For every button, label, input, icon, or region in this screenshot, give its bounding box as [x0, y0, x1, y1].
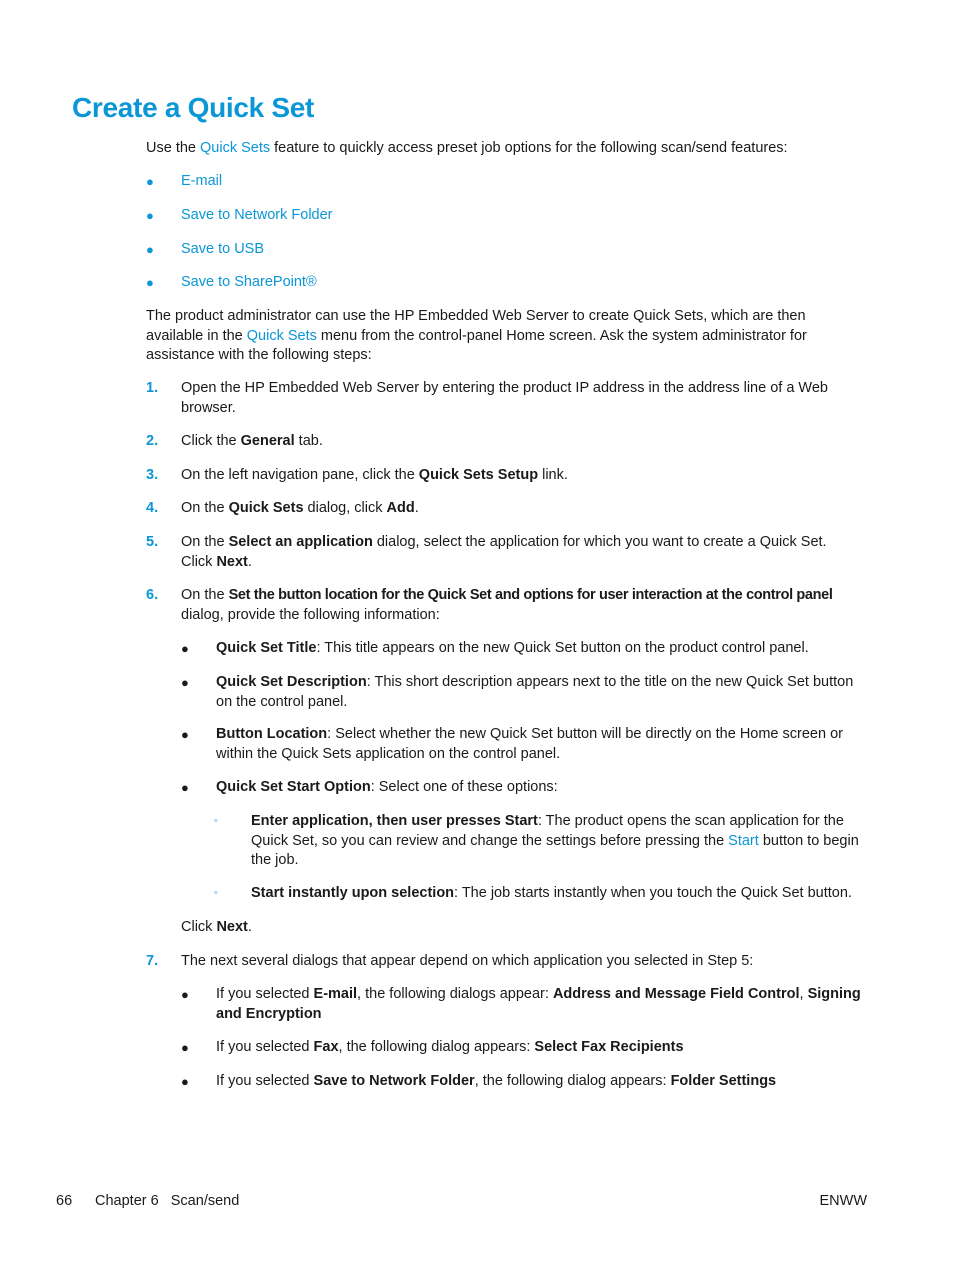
step-2-post: tab. — [294, 433, 323, 449]
next-label: Next — [216, 919, 248, 935]
option-label: Start instantly upon selection — [251, 885, 455, 901]
item-label: Quick Set Title — [216, 640, 317, 656]
footer-code: ENWW — [819, 1193, 867, 1209]
step-number: 3. — [146, 467, 159, 483]
item-mid: , the following dialogs appear: — [357, 986, 553, 1002]
step-5-text — [181, 533, 846, 572]
address-field-control-label: Address and Message Field Control — [552, 986, 800, 1002]
feature-usb-link[interactable]: Save to USB — [181, 241, 265, 257]
option-text-end: button to begin the job. — [251, 832, 859, 868]
step-number: 4. — [146, 500, 159, 516]
intro-text-end: feature to quickly access preset job options for the following scan/send features: — [270, 140, 788, 156]
step-3-post: link. — [538, 467, 568, 483]
item-pre: If you selected — [216, 1039, 314, 1055]
feature-network-folder-link[interactable]: Save to Network Folder — [181, 207, 333, 223]
bullet-icon: ● — [181, 675, 189, 690]
step-3-text — [181, 466, 869, 486]
step-1-text: Open the HP Embedded Web Server by entering the product IP address in the address line of a Web browser. — [181, 380, 828, 416]
save-network-folder-label: Save to Network Folder — [313, 1073, 475, 1089]
option-item — [251, 884, 869, 904]
item-label: Quick Set Description — [216, 674, 367, 690]
quick-sets-menu-link[interactable]: Quick Sets — [246, 327, 317, 344]
item-label: Quick Set Start Option — [216, 779, 371, 795]
set-button-location-label: Set the button location for the Quick Set and options for user interaction at the control panel — [228, 587, 833, 603]
step-number: 5. — [146, 534, 159, 550]
option-text: : The product opens the scan application for the Quick Set, so you can review and change the settings before pressing the — [251, 813, 844, 849]
list-item — [216, 1072, 868, 1092]
fax-label: Fax — [313, 1039, 339, 1055]
click-next-pre: Click — [181, 919, 217, 935]
quick-sets-link[interactable]: Quick Sets — [200, 140, 271, 156]
signing-encryption-label: Signing and Encryption — [216, 986, 861, 1022]
admin-line-2-pre: available in the — [146, 327, 247, 344]
step-number: 7. — [146, 953, 159, 969]
list-item — [216, 985, 868, 1024]
item-pre: If you selected — [216, 1073, 314, 1089]
step-3-pre: On the left navigation pane, click the — [181, 467, 419, 483]
email-label: E-mail — [313, 986, 358, 1002]
item-text: : Select one of these options: — [370, 779, 558, 795]
click-next-text — [181, 918, 869, 938]
step-5-post: . — [247, 553, 252, 570]
item-mid: , the following dialog appears: — [474, 1073, 671, 1089]
step-4-pre: On the — [181, 500, 229, 516]
page-title: Create a Quick Set — [72, 92, 315, 123]
item-mid: , the following dialog appears: — [338, 1039, 535, 1055]
bullet-icon: ● — [146, 208, 154, 223]
item-text: : This short description appears next to the title on the new Quick Set button on the control panel. — [216, 674, 854, 710]
step-4-text — [181, 499, 869, 519]
list-item — [216, 673, 868, 712]
general-tab-label: General — [240, 433, 295, 449]
add-label: Add — [386, 500, 415, 516]
step-number: 6. — [146, 587, 159, 603]
select-fax-recipients-label: Select Fax Recipients — [534, 1039, 684, 1055]
intro-paragraph — [146, 139, 868, 159]
bullet-icon: ● — [181, 1040, 189, 1055]
feature-email-link[interactable]: E-mail — [181, 173, 223, 189]
step-5-pre: On the — [181, 534, 229, 550]
feature-sharepoint-link[interactable]: Save to SharePoint® — [181, 274, 317, 290]
quick-sets-dialog-label: Quick Sets — [228, 500, 304, 516]
click-next-post: . — [247, 919, 252, 935]
admin-line-3: assistance with the following steps: — [146, 347, 372, 363]
item-label: Button Location — [216, 726, 328, 742]
folder-settings-label: Folder Settings — [670, 1073, 777, 1089]
bullet-icon: ● — [146, 242, 154, 257]
step-6-text — [181, 586, 869, 625]
step-2-pre: Click the — [181, 433, 241, 449]
bullet-icon: ● — [181, 1074, 189, 1089]
page-number: 66 — [56, 1193, 73, 1209]
item-text: : This title appears on the new Quick Set button on the product control panel. — [316, 640, 809, 656]
step-6-pre: On the — [181, 587, 229, 603]
option-item — [251, 812, 869, 871]
bullet-icon: ● — [181, 987, 189, 1002]
intro-text: Use the — [146, 140, 200, 156]
list-item — [216, 1038, 868, 1058]
next-label: Next — [216, 553, 248, 570]
step-2-text — [181, 432, 869, 452]
bullet-icon: ● — [181, 780, 189, 795]
select-application-label: Select an application — [228, 534, 373, 550]
bullet-icon: ● — [181, 641, 189, 656]
step-number: 2. — [146, 433, 159, 449]
step-4-post: . — [414, 500, 419, 516]
bullet-icon: ● — [146, 174, 154, 189]
step-4-mid: dialog, click — [303, 500, 387, 516]
list-item — [216, 778, 868, 798]
option-text: : The job starts instantly when you touch the Quick Set button. — [454, 885, 852, 901]
quick-sets-setup-label: Quick Sets Setup — [418, 467, 539, 483]
start-link[interactable]: Start — [728, 832, 759, 849]
admin-paragraph — [146, 307, 868, 366]
list-item — [216, 639, 868, 659]
list-item — [216, 725, 868, 764]
item-sep: , — [799, 986, 808, 1002]
admin-line-2-post: menu from the control-panel Home screen. Ask the system administrator for — [316, 327, 807, 344]
step-6-post: dialog, provide the following information: — [181, 606, 440, 623]
item-text: : Select whether the new Quick Set button will be directly on the Home screen or within the Quick Sets application on the control panel. — [216, 726, 843, 762]
chapter-label: Chapter 6 Scan/send — [95, 1193, 240, 1209]
circle-bullet-icon: ◦ — [214, 887, 218, 899]
circle-bullet-icon: ◦ — [214, 815, 218, 827]
bullet-icon: ● — [181, 727, 189, 742]
step-7-text: The next several dialogs that appear depend on which application you selected in Step 5: — [181, 953, 754, 969]
step-number: 1. — [146, 380, 159, 396]
admin-line-2 — [146, 327, 868, 347]
option-label: Enter application, then user presses Start — [251, 813, 538, 829]
admin-line-1: The product administrator can use the HP Embedded Web Server to create Quick Sets, which are then — [146, 308, 806, 324]
step-5-mid: dialog, select the application for which you want to create a Quick Set. Click — [181, 534, 827, 570]
bullet-icon: ● — [146, 275, 154, 290]
item-pre: If you selected — [216, 986, 314, 1002]
